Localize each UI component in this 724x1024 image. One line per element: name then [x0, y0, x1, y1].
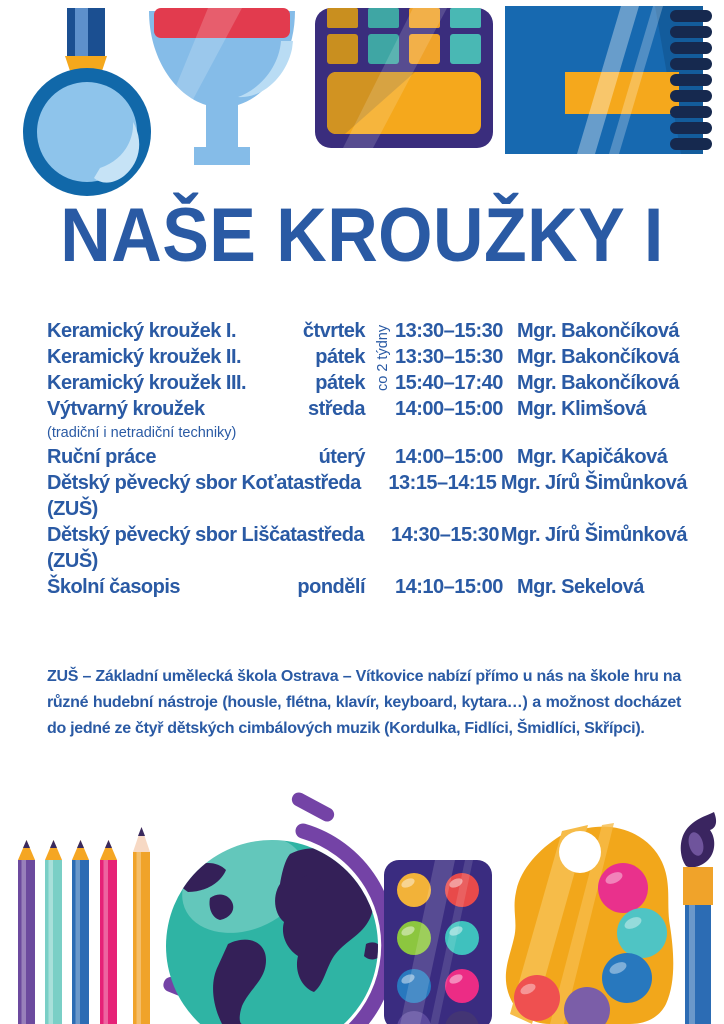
club-time: 14:00–15:00	[395, 398, 503, 420]
schedule-row	[47, 344, 687, 370]
club-time: 14:00–15:00	[395, 446, 503, 468]
recurrence-note: co 2 týdny	[375, 324, 391, 392]
club-name-line2: (ZUŠ)	[47, 498, 98, 520]
club-name: Dětský pěvecký sbor Koťata	[47, 472, 304, 494]
club-teacher: Mgr. Jírů Šimůnková	[500, 472, 687, 494]
schedule-row	[47, 574, 687, 600]
club-day: středa	[303, 472, 361, 494]
magnifying-glass-icon	[3, 0, 168, 200]
club-name: Ruční práce	[47, 446, 156, 468]
page-title: NAŠE KROUŽKY I	[60, 193, 664, 278]
club-name-note: (tradiční i netradiční techniky)	[47, 425, 237, 441]
schedule-row	[47, 396, 687, 444]
club-name: Výtvarný kroužek	[47, 398, 205, 420]
club-time: 15:40–17:40	[395, 372, 503, 394]
paint-palette-icon	[490, 822, 682, 1024]
colored-pencils-icon	[8, 824, 158, 1024]
watercolor-paintbox-icon	[383, 856, 493, 1024]
club-teacher: Mgr. Klimšová	[517, 398, 647, 420]
club-day: čtvrtek	[302, 320, 365, 342]
spiral-notebook-icon	[503, 6, 715, 154]
club-name: Školní časopis	[47, 576, 181, 598]
club-name-line2: (ZUŠ)	[47, 550, 98, 572]
schedule-row	[47, 318, 687, 344]
calculator-icon	[315, 8, 493, 148]
club-name: Keramický kroužek III.	[47, 372, 247, 394]
club-day: středa	[307, 398, 365, 420]
club-day: úterý	[318, 446, 365, 468]
club-time: 13:30–15:30	[395, 320, 503, 342]
club-teacher: Mgr. Bakončíková	[517, 346, 680, 368]
schedule-row	[47, 444, 687, 470]
club-name: Dětský pěvecký sbor Liščata	[47, 524, 307, 546]
schedule-row	[47, 470, 687, 522]
paint-water-glass-icon	[146, 5, 298, 170]
club-day: pátek	[315, 346, 365, 368]
club-teacher: Mgr. Kapičáková	[517, 446, 668, 468]
zus-paragraph: ZUŠ – Základní umělecká škola Ostrava – Vítkovice nabízí přímo u nás na škole hru na různé hudební nástroje (housle, flétna, klavír, keyboard, kytara…) a možnost docházet do jedné ze čtyř dětských cimbálových muzik (Kordulka, Fidlíci, Šmidlíci, Skřípci).	[47, 668, 681, 737]
club-day: středa	[307, 524, 365, 546]
club-day: pátek	[315, 372, 365, 394]
schedule-row	[47, 370, 687, 396]
club-name: Keramický kroužek II.	[47, 346, 242, 368]
club-time: 13:15–14:15	[388, 472, 497, 494]
club-time: 14:30–15:30	[391, 524, 499, 546]
club-teacher: Mgr. Bakončíková	[517, 320, 680, 342]
club-day: pondělí	[297, 576, 365, 598]
club-time: 14:10–15:00	[395, 576, 503, 598]
paint-brush-icon	[676, 812, 720, 1024]
schedule-row	[47, 522, 687, 574]
club-teacher: Mgr. Bakončíková	[517, 372, 680, 394]
globe-icon	[152, 786, 392, 1024]
club-time: 13:30–15:30	[395, 346, 503, 368]
club-teacher: Mgr. Sekelová	[517, 576, 644, 598]
schedule-table	[47, 318, 687, 600]
club-name: Keramický kroužek I.	[47, 320, 236, 342]
club-teacher: Mgr. Jírů Šimůnková	[500, 524, 687, 546]
